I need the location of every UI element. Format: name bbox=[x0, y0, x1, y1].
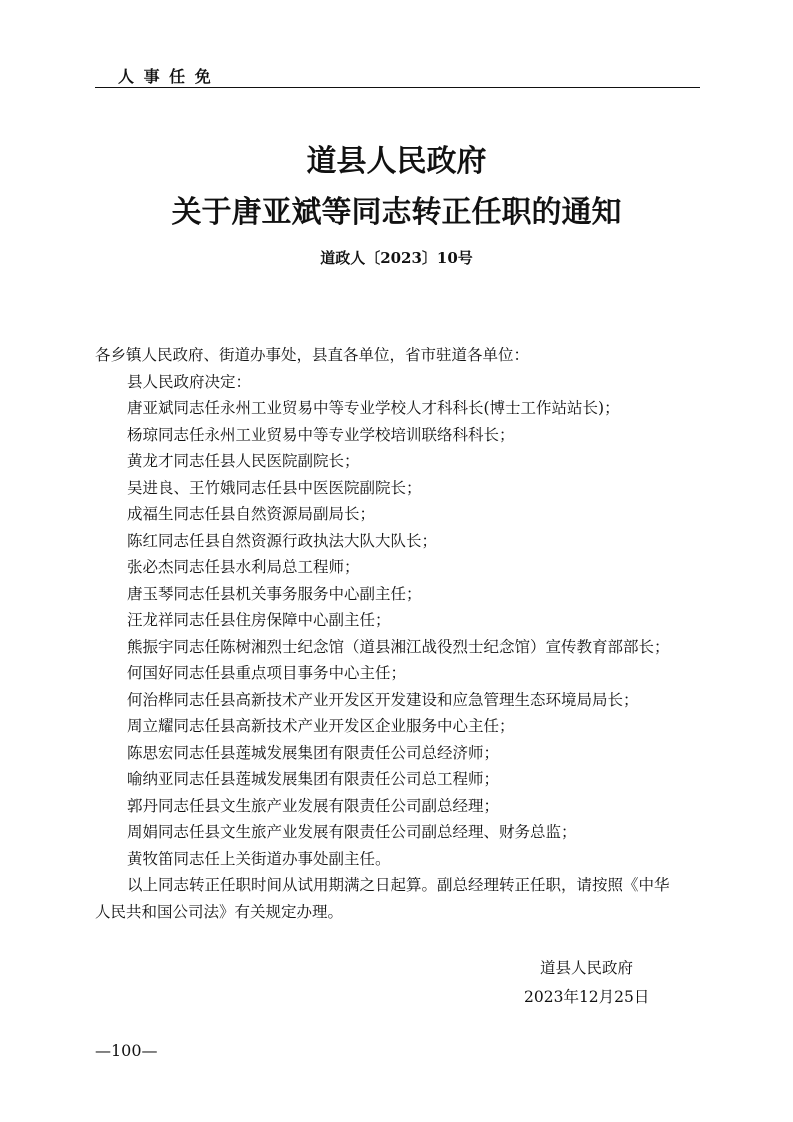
salutation: 各乡镇人民政府、街道办事处，县直各单位，省市驻道各单位： bbox=[95, 346, 530, 364]
closing-paragraph-line-1: 以上同志转正任职时间从试用期满之日起算。副总经理转正任职，请按照《中华 bbox=[127, 876, 670, 894]
appointment-item: 周立耀同志任县高新技术产业开发区企业服务中心主任； bbox=[127, 717, 515, 735]
decision-intro: 县人民政府决定： bbox=[127, 372, 252, 391]
appointment-item: 喻纳亚同志任县莲城发展集团有限责任公司总工程师； bbox=[127, 770, 500, 788]
title-subject: 关于唐亚斌等同志转正任职的通知 bbox=[171, 195, 622, 230]
closing-paragraph-line-2: 人民共和国公司法》有关规定办理。 bbox=[95, 902, 344, 921]
signature-date: 2023年12月25日 bbox=[524, 988, 650, 1006]
appointment-item: 何治桦同志任县高新技术产业开发区开发建设和应急管理生态环境局局长； bbox=[127, 690, 639, 709]
appointment-item: 黄龙才同志任县人民医院副院长； bbox=[127, 452, 360, 470]
appointment-item: 陈红同志任县自然资源行政执法大队大队长； bbox=[127, 531, 438, 550]
appointment-item: 何国好同志任县重点项目事务中心主任； bbox=[127, 664, 407, 682]
section-header: 人 事 任 免 bbox=[118, 67, 213, 86]
title-issuer: 道县人民政府 bbox=[306, 144, 487, 179]
appointment-item: 熊振宇同志任陈树湘烈士纪念馆（道县湘江战役烈士纪念馆）宣传教育部部长； bbox=[127, 637, 670, 656]
appointment-item: 汪龙祥同志任县住房保障中心副主任； bbox=[127, 611, 391, 629]
appointment-item: 陈思宏同志任县莲城发展集团有限责任公司总经济师； bbox=[127, 743, 500, 762]
appointment-item: 杨琼同志任永州工业贸易中等专业学校培训联络科科长； bbox=[127, 425, 515, 444]
signature-issuer: 道县人民政府 bbox=[540, 959, 634, 977]
document-number: 道政人〔2023〕10号 bbox=[320, 249, 473, 267]
appointment-item: 黄牧笛同志任上关街道办事处副主任。 bbox=[127, 849, 391, 868]
appointment-item: 吴进良、王竹娥同志任县中医医院副院长； bbox=[127, 478, 422, 497]
appointment-item: 张必杰同志任县水利局总工程师； bbox=[127, 558, 360, 576]
appointment-item: 唐玉琴同志任县机关事务服务中心副主任； bbox=[127, 584, 422, 603]
appointment-item: 唐亚斌同志任永州工业贸易中等专业学校人才科科长(博士工作站站长)； bbox=[127, 399, 620, 417]
appointment-item: 郭丹同志任县文生旅产业发展有限责任公司副总经理； bbox=[127, 796, 500, 815]
appointment-item: 成福生同志任县自然资源局副局长； bbox=[127, 505, 376, 523]
page-number: —100— bbox=[95, 1041, 158, 1060]
document-body bbox=[0, 342, 793, 925]
appointment-item: 周娟同志任县文生旅产业发展有限责任公司副总经理、财务总监； bbox=[127, 823, 577, 841]
header-divider bbox=[95, 87, 700, 88]
